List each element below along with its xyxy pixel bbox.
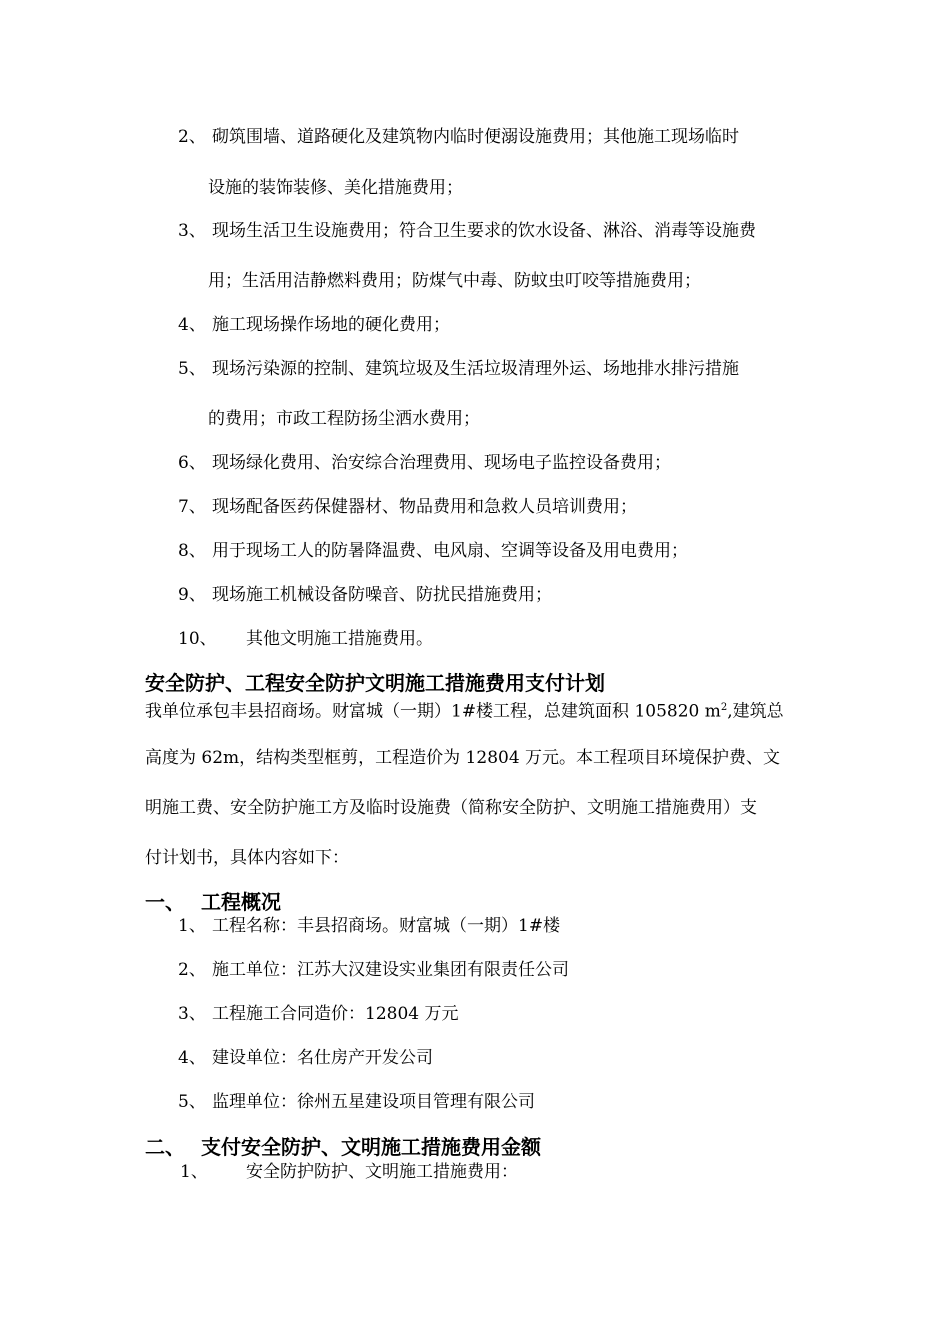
list-item-5-line-1: 现场污染源的控制、建筑垃圾及生活垃圾清理外运、场地排水排污措施 <box>212 359 739 379</box>
list-number: 2、 <box>178 127 206 147</box>
s1-item-5-text: 监理单位：徐州五星建设项目管理有限公司 <box>212 1092 535 1112</box>
list-item-10-line-1: 其他文明施工措施费用。 <box>246 629 433 649</box>
list-number: 4、 <box>178 315 206 335</box>
superscript: 2 <box>720 702 728 713</box>
list-item-7 <box>178 495 206 519</box>
s1-item-1-num: 1、 <box>178 916 206 936</box>
intro-line-1 <box>145 696 784 724</box>
s1-item-1-text: 工程名称：丰县招商场。财富城（一期）1#楼 <box>212 916 561 936</box>
list-item-2-line-1: 砌筑围墙、道路硬化及建筑物内临时便溺设施费用；其他施工现场临时 <box>212 127 739 147</box>
list-item-3-line-1: 现场生活卫生设施费用；符合卫生要求的饮水设备、淋浴、消毒等设施费 <box>212 221 756 241</box>
list-item-3 <box>178 219 206 243</box>
list-number: 5、 <box>178 359 206 379</box>
list-item-3-line-2: 用；生活用洁静燃料费用；防煤气中毒、防蚊虫叮咬等措施费用； <box>208 271 701 291</box>
section-1-number: 一、 <box>145 890 185 914</box>
list-item-8-line-1: 用于现场工人的防暑降温费、电风扇、空调等设备及用电费用； <box>212 541 688 561</box>
list-number: 8、 <box>178 541 206 561</box>
section-2-number: 二、 <box>145 1135 185 1159</box>
s2-item-1-text: 安全防护防护、文明施工措施费用： <box>246 1162 518 1182</box>
list-item-2-line-2: 设施的装饰装修、美化措施费用； <box>208 178 463 198</box>
s1-item-4-text: 建设单位：名仕房产开发公司 <box>212 1048 433 1068</box>
list-number: 7、 <box>178 497 206 517</box>
list-item-4 <box>178 313 206 337</box>
section-title: 安全防护、工程安全防护文明施工措施费用支付计划 <box>145 671 605 695</box>
intro-line-1a: 我单位承包丰县招商场。财富城（一期）1#楼工程，总建筑面积 105820 m <box>145 701 721 722</box>
list-item-9 <box>178 583 206 607</box>
s1-item-3-num: 3、 <box>178 1004 206 1024</box>
s1-item-5-num: 5、 <box>178 1092 206 1112</box>
intro-line-3: 明施工费、安全防护施工方及临时设施费（简称安全防护、文明施工措施费用）支 <box>145 798 757 818</box>
list-item-8 <box>178 539 206 563</box>
s1-item-2-num: 2、 <box>178 960 206 980</box>
s2-item-1-num: 1、 <box>180 1162 208 1182</box>
s1-item-3-text: 工程施工合同造价：12804 万元 <box>212 1004 459 1024</box>
list-item-5 <box>178 357 206 381</box>
intro-line-2: 高度为 62m，结构类型框剪，工程造价为 12804 万元。本工程项目环境保护费、文 <box>145 748 781 768</box>
list-item-7-line-1: 现场配备医药保健器材、物品费用和急救人员培训费用； <box>212 497 637 517</box>
list-item-6 <box>178 451 206 475</box>
list-item-4-line-1: 施工现场操作场地的硬化费用； <box>212 315 450 335</box>
list-item-6-line-1: 现场绿化费用、治安综合治理费用、现场电子监控设备费用； <box>212 453 671 473</box>
section-1-heading: 工程概况 <box>201 890 281 914</box>
list-item-2 <box>178 125 206 149</box>
list-item-5-line-2: 的费用；市政工程防扬尘洒水费用； <box>208 409 480 429</box>
intro-line-4: 付计划书，具体内容如下： <box>145 848 349 868</box>
s1-item-4-num: 4、 <box>178 1048 206 1068</box>
list-item-9-line-1: 现场施工机械设备防噪音、防扰民措施费用； <box>212 585 552 605</box>
list-item-10 <box>178 627 217 651</box>
s1-item-2-text: 施工单位：江苏大汉建设实业集团有限责任公司 <box>212 960 569 980</box>
list-number: 10、 <box>178 629 217 649</box>
intro-line-1b: ,建筑总 <box>727 701 784 722</box>
section-2-heading: 支付安全防护、文明施工措施费用金额 <box>201 1135 541 1159</box>
list-number: 3、 <box>178 221 206 241</box>
list-number: 9、 <box>178 585 206 605</box>
list-number: 6、 <box>178 453 206 473</box>
